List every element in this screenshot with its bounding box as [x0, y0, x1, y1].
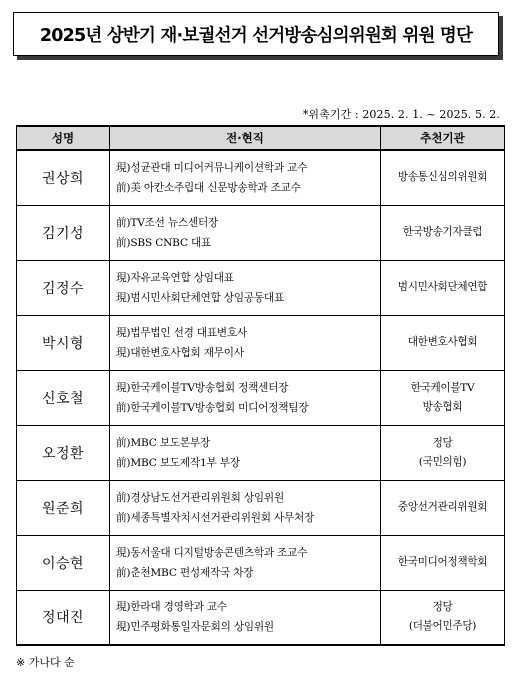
sort-order-note: ※ 가나다 순 [16, 656, 75, 669]
table-row [17, 370, 505, 425]
position-line: 前)세종특별자치시선거관리위원회 사무처장 [116, 511, 315, 524]
position-line: 現)민주평화통일자문회의 상임위원 [116, 621, 274, 634]
org-line: (국민의힘) [418, 455, 467, 468]
recommending-org [381, 205, 505, 260]
member-positions [110, 315, 381, 370]
position-line: 現)한국케이블TV방송협회 정책센터장 [116, 381, 289, 394]
position-line: 前)한국케이블TV방송협회 미디어정책팀장 [116, 401, 309, 414]
member-name: 신호철 [17, 370, 110, 425]
position-line: 前)MBC 보도본부장 [116, 436, 210, 449]
recommending-org [381, 315, 505, 370]
member-name: 박시형 [17, 315, 110, 370]
recommending-org [381, 480, 505, 535]
recommending-org [381, 590, 505, 645]
recommending-org [381, 535, 505, 590]
header-name: 성명 [17, 126, 110, 150]
title-box [13, 12, 499, 56]
recommending-org [381, 260, 505, 315]
position-line: 現)대한변호사협회 재무이사 [116, 346, 244, 359]
recommending-org [381, 150, 505, 205]
title-banner [13, 12, 503, 60]
member-name: 김기성 [17, 205, 110, 260]
table-row [17, 425, 505, 480]
member-positions [110, 425, 381, 480]
member-name: 권상희 [17, 150, 110, 205]
appointment-period: *위촉기간 : 2025. 2. 1. ~ 2025. 5. 2. [302, 108, 500, 121]
table-row [17, 480, 505, 535]
org-line: (더불어민주당) [408, 620, 477, 633]
member-positions [110, 150, 381, 205]
position-line: 現)한라대 경영학과 교수 [116, 601, 227, 614]
recommending-org [381, 370, 505, 425]
member-positions [110, 590, 381, 645]
org-line: 대한변호사협회 [407, 336, 478, 348]
table-header-row [17, 126, 505, 150]
org-line: 한국케이블TV [410, 381, 475, 394]
position-line: 現)성균관대 미디어커뮤니케이션학과 교수 [116, 161, 308, 174]
org-line: 방송통신심의위원회 [397, 171, 488, 184]
org-line: 방송협회 [422, 400, 463, 413]
member-roster-table [16, 125, 505, 646]
position-line: 現)법무법인 선경 대표변호사 [116, 326, 248, 339]
position-line: 現)자유교육연합 상임대표 [116, 271, 234, 284]
member-name: 원준희 [17, 480, 110, 535]
table-row [17, 535, 505, 590]
org-line: 정당 [432, 601, 453, 614]
table-row [17, 590, 505, 645]
position-line: 前)MBC 보도제작1부 부장 [116, 456, 240, 469]
org-line: 한국미디어정책학회 [397, 556, 488, 568]
position-line: 前)춘천MBC 편성제작국 차장 [116, 566, 254, 579]
position-line: 前)TV조선 뉴스센터장 [116, 216, 219, 229]
table-row [17, 315, 505, 370]
member-positions [110, 535, 381, 590]
position-line: 現)동서울대 디지털방송콘텐츠학과 조교수 [116, 546, 308, 559]
member-name: 김정수 [17, 260, 110, 315]
member-positions [110, 260, 381, 315]
table-row [17, 260, 505, 315]
org-line: 범시민사회단체연합 [397, 281, 488, 293]
table-row [17, 150, 505, 205]
member-name: 오정환 [17, 425, 110, 480]
header-positions: 전·현직 [110, 126, 381, 150]
recommending-org [381, 425, 505, 480]
member-positions [110, 370, 381, 425]
table-row [17, 205, 505, 260]
member-name: 정대진 [17, 590, 110, 645]
document-title: 2025년 상반기 재·보궐선거 선거방송심의위원회 위원 명단 [39, 25, 473, 46]
position-line: 前)美 아칸소주립대 신문방송학과 조교수 [116, 181, 301, 194]
member-positions [110, 480, 381, 535]
position-line: 前)SBS CNBC 대표 [116, 236, 212, 249]
org-line: 중앙선거관리위원회 [397, 501, 488, 513]
position-line: 現)범시민사회단체연합 상임공동대표 [116, 291, 284, 304]
member-positions [110, 205, 381, 260]
org-line: 정당 [432, 436, 453, 449]
roster-body [17, 150, 505, 645]
member-name: 이승현 [17, 535, 110, 590]
position-line: 前)경상남도선거관리위원회 상임위원 [116, 491, 284, 504]
org-line: 한국방송기자클럽 [402, 226, 483, 238]
header-recommending-org: 추천기관 [381, 126, 505, 150]
